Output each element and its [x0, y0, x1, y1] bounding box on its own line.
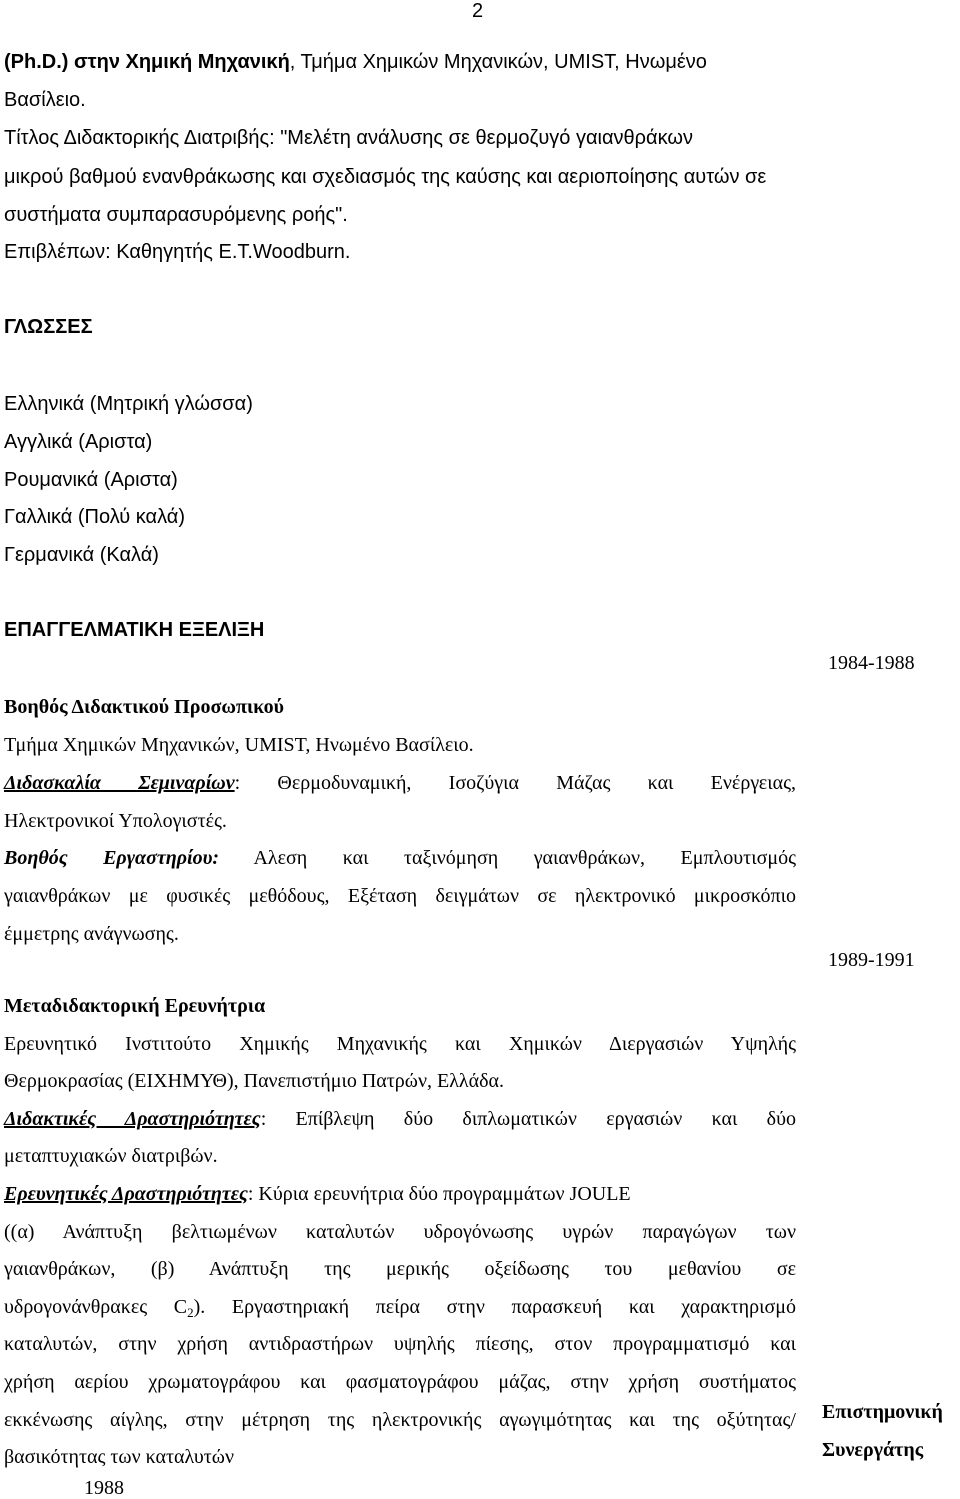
job1-teaching-cont: Ηλεκτρονικοί Υπολογιστές. — [4, 810, 227, 832]
job1-lab: Βοηθός Εργαστηρίου: Αλεση και ταξινόμηση γαιανθράκων, Εμπλουτισμός — [4, 847, 797, 869]
job2-research-line: εκκένωσης αίγλης, στην μέτρηση της ηλεκτρονικής αγωγιμότητας και της οξύτητας/ — [4, 1409, 796, 1431]
job1-organization: Τμήμα Χημικών Μηχανικών, UMIST, Ηνωμένο Βασίλειο. — [4, 734, 474, 756]
language-item: Ρουμανικά (Αριστα) — [4, 469, 178, 491]
job2-organization: Ερευνητικό Ινστιτούτο Χημικής Μηχανικής και Χημικών Διεργασιών Υψηλής — [4, 1033, 796, 1055]
job2-organization-cont: Θερμοκρασίας (ΕΙΧΗΜΥΘ), Πανεπιστήμιο Πατρών, Ελλάδα. — [4, 1070, 504, 1092]
job2-title: Μεταδιδακτορική Ερευνήτρια — [4, 995, 266, 1017]
page-number: 2 — [472, 0, 484, 22]
job2-research-line: καταλυτών, στην χρήση αντιδραστήρων υψηλής πίεσης, στον προγραμματισμό και — [4, 1333, 796, 1355]
job2-research-line: γαιανθράκων, (β) Ανάπτυξη της μερικής οξείδωσης του μεθανίου σε — [4, 1258, 796, 1280]
language-item: Αγγλικά (Αριστα) — [4, 431, 153, 453]
job1-lab-end: έμμετρης ανάγνωσης. — [4, 923, 179, 945]
job2-research-line: ((α) Ανάπτυξη βελτιωμένων καταλυτών υδρογόνωσης υγρών παραγώγων των — [4, 1221, 796, 1243]
period-1984-1988: 1984-1988 — [828, 652, 915, 674]
job2-research-line: χρήση αερίου χρωματογράφου και φασματογράφου μάζας, στην χρήση συστήματος — [4, 1371, 796, 1393]
job1-teaching: Διδασκαλία Σεμιναρίων: Θερμοδυναμική, Ισοζύγια Μάζας και Ενέργειας, — [4, 772, 796, 794]
job2-research-line: υδρογονάνθρακες $C_2$). Εργαστηριακή πείρα στην παρασκευή και χαρακτηρισμό — [4, 1296, 797, 1320]
degree-title: (Ph.D.) στην Χημική Μηχανική — [4, 51, 290, 73]
education-line-1: (Ph.D.) στην Χημική Μηχανική, Τμήμα Χημικών Μηχανικών, UMIST, Ηνωμένο — [4, 51, 707, 73]
language-item: Γαλλικά (Πολύ καλά) — [4, 506, 185, 528]
thesis-title-line-1: Τίτλος Διδακτορικής Διατριβής: "Μελέτη ανάλυσης σε θερμοζυγό γαιανθράκων — [4, 127, 693, 149]
period-1989-1991: 1989-1991 — [828, 949, 915, 971]
thesis-title-line-3: συστήματα συμπαρασυρόμενης ροής". — [4, 204, 348, 226]
job1-lab-cont: γαιανθράκων με φυσικές μεθόδους, Εξέταση δειγμάτων σε ηλεκτρονικό μικροσκόπιο — [4, 885, 796, 907]
thesis-title-line-2: μικρού βαθμού ενανθράκωσης και σχεδιασμός της καύσης και αεριοποίησης αυτών σε — [4, 166, 767, 188]
language-item: Ελληνικά (Μητρική γλώσσα) — [4, 393, 253, 415]
side-label-line-2: Συνεργάτης — [822, 1439, 924, 1461]
job1-title: Βοηθός Διδακτικού Προσωπικού — [4, 696, 285, 718]
job2-research: Ερευνητικές Δραστηριότητες: Κύρια ερευνήτρια δύο προγραμμάτων JOULE — [4, 1183, 631, 1205]
education-line-2: Βασίλειο. — [4, 89, 86, 111]
year-1988: 1988 — [84, 1477, 124, 1499]
language-item: Γερμανικά (Καλά) — [4, 544, 159, 566]
job2-research-end: βασικότητας των καταλυτών — [4, 1446, 235, 1468]
side-label-line-1: Επιστημονική — [822, 1401, 943, 1423]
job2-teaching: Διδακτικές Δραστηριότητες: Επίβλεψη δύο διπλωματικών εργασιών και δύο — [4, 1108, 796, 1130]
job2-teaching-cont: μεταπτυχιακών διατριβών. — [4, 1145, 218, 1167]
career-heading: ΕΠΑΓΓΕΛΜΑΤΙΚΗ ΕΞΕΛΙΞΗ — [4, 619, 265, 641]
supervisor: Επιβλέπων: Καθηγητής E.T.Woodburn. — [4, 241, 351, 263]
languages-heading: ΓΛΩΣΣΕΣ — [4, 316, 93, 338]
